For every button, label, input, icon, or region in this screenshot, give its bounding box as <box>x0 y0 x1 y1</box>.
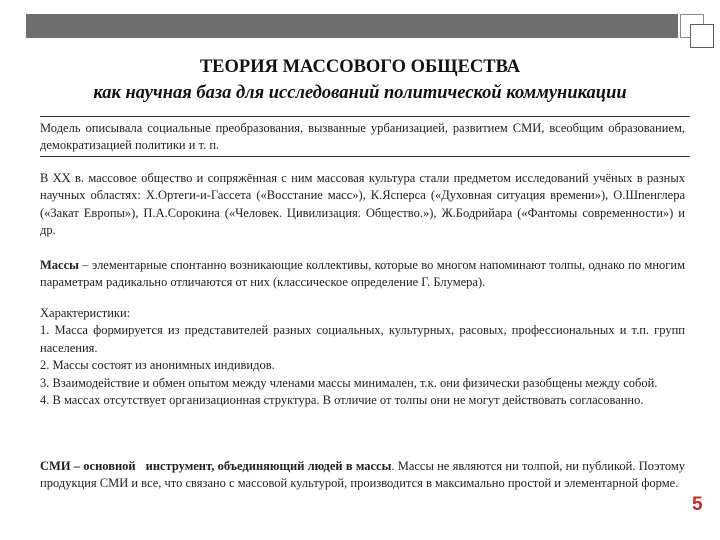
characteristic-item: 4. В массах отсутствует организационная структура. В отличие от толпы они не могут действовать согласованно. <box>40 393 644 408</box>
history-text: В ХХ в. массовое общество и сопряжённая с ним массовая культура стали предметом исследований учёных в разных научных областях: Х.Ортеги-и-Гассета («Восстание масс»), К.Ясперса («Духовная ситуация времени»), О.Шпенглера («Закат Европы»), П.А.Сорокина («Человек. Цивилизация. Общество.»), Ж.Бодрийара («Фантомы современности») и др. <box>40 171 685 238</box>
media-term-continued: инструмент, объединяющий людей в массы <box>145 459 392 473</box>
masses-term: Массы <box>40 258 79 272</box>
definition-paragraph <box>40 120 685 155</box>
definition-text: Модель описывала социальные преобразования, вызванные урбанизацией, развитием СМИ, всеобщим образованием, демократизацией политики и т. п. <box>40 121 685 153</box>
media-term: СМИ – основной <box>40 459 136 473</box>
characteristic-item: 3. Взаимодействие и обмен опытом между членами массы минимален, т.к. они физически разобщены между собой. <box>40 375 658 390</box>
characteristic-item: 1. Масса формируется из представителей разных социальных, культурных, расовых, профессиональных и т.п. групп населения. <box>40 323 685 355</box>
slide-subtitle: как научная база для исследований политической коммуникации <box>93 83 627 103</box>
decorative-square <box>690 24 714 48</box>
media-text: . Массы не являются ни толпой, ни публикой. Поэтому продукция СМИ и все, что связано с массовой культурой, производится в максимально простой и элементарной форме. <box>40 459 685 491</box>
header-bar <box>26 14 678 38</box>
masses-paragraph <box>40 257 685 292</box>
masses-definition: – элементарные спонтанно возникающие коллективы, которые во многом напоминают толпы, однако по многим параметрам радикально отличаются от них (классическое определение Г. Блумера). <box>40 258 685 290</box>
characteristic-item: 2. Массы состоят из анонимных индивидов. <box>40 358 275 373</box>
characteristics-section <box>40 305 685 409</box>
history-paragraph <box>40 170 685 240</box>
divider <box>40 156 690 157</box>
media-paragraph <box>40 458 685 493</box>
divider <box>40 116 690 117</box>
slide-number: 5 <box>692 494 703 515</box>
characteristics-heading: Характеристики: <box>40 306 131 320</box>
slide-title: ТЕОРИЯ МАССОВОГО ОБЩЕСТВА <box>199 57 521 77</box>
